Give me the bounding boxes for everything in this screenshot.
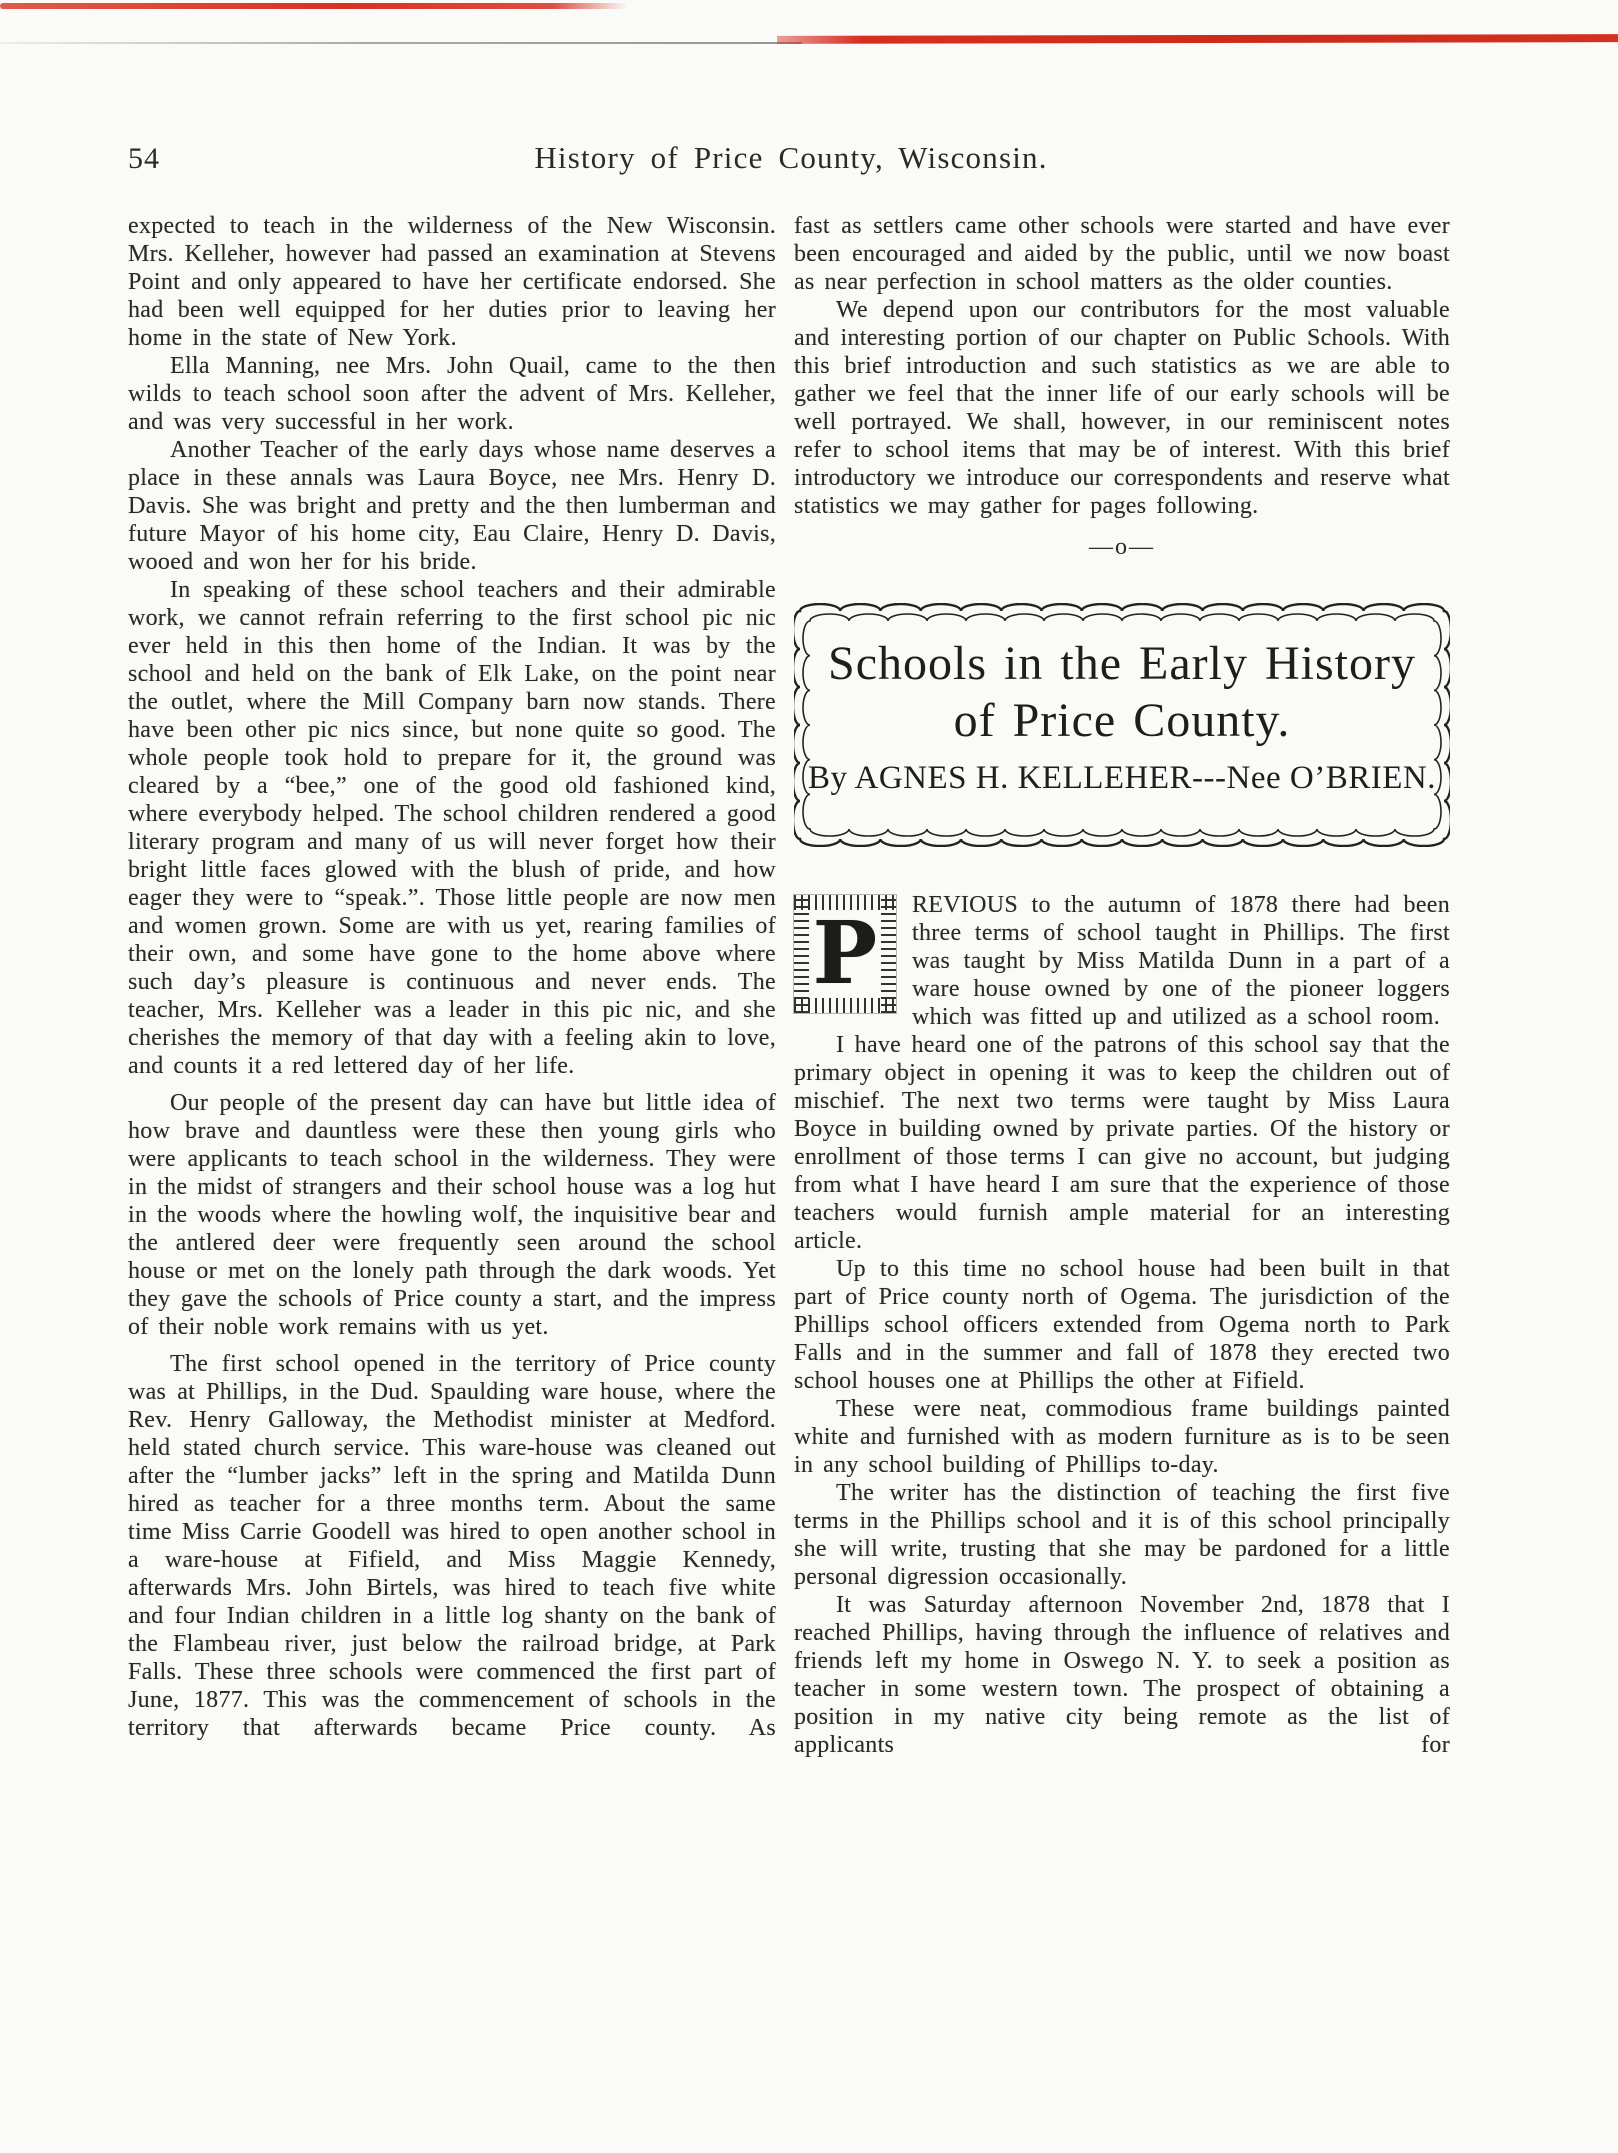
paragraph: Our people of the present day can have but little idea of how brave and dauntless were these then young girls who were applicants to teach school in the wilderness. They were in the midst of strangers and their school house was a log hut in the woods where the howling wolf, the inquisitive bear and the antlered deer were frequently seen around the school house or met on the lonely path through the dark woods. Yet they gave the schools of Price county a start, and the impress of their noble work remains with us yet.	[128, 1090, 776, 1340]
paragraph: The first school opened in the territory of Price county was at Phillips, in the Dud. Spaulding ware house, where the Rev. Henry Galloway, the Methodist minister at Medford. held stated church service. This ware-house was cleaned out after the “lumber jacks” left in the spring and Matilda Dunn hired as teacher for a three months term. About the same time Miss Carrie Goodell was hired to open another school in a ware-house at Fifield, and Miss Maggie Kennedy, afterwards Mrs. John Birtels, was hired to teach five white and four Indian children in a little log shanty on the bank of the Flambeau river, just below the railroad bridge, at Park Falls. These three schools were commenced the first part of June, 1877. This was the commencement of schools in the territory that afterwards became Price county. As	[128, 1351, 776, 1741]
chapter-title-line2: of Price County.	[953, 694, 1291, 747]
paragraph: Another Teacher of the early days whose name deserves a place in these annals was Laura Boyce, nee Mrs. Henry D. Davis. She was bright and pretty and the then lumberman and future Mayor of his home city, Eau Claire, Henry D. Davis, wooed and won her for his bride.	[128, 437, 776, 575]
drop-cap-ornament	[794, 895, 896, 1013]
running-head-title: History of Price County, Wisconsin.	[534, 140, 1048, 175]
section-divider: —o—	[1089, 534, 1155, 560]
paragraph: Up to this time no school house had been built in that part of Price county north of Ogema. The jurisdiction of the Phillips school officers extended from Ogema north to Park Falls and in the summer and fall of 1878 they erected two school houses one at Phillips the other at Fifield.	[794, 1256, 1450, 1394]
paragraph: We depend upon our contributors for the most valuable and interesting portion of our chapter on Public Schools. With this brief introduction and such statistics as we are able to gather we feel that the inner life of our early schools will be well portrayed. We shall, however, in our reminiscent notes refer to school items that may be of interest. With this brief introductory we introduce our correspondents and reserve what statistics we may gather for pages following.	[794, 297, 1450, 519]
paragraph: In speaking of these school teachers and their admirable work, we cannot refrain referring to the first school pic nic ever held in this then home of the Indian. It was by the school and held on the bank of Elk Lake, on the point near the outlet, where the Mill Company barn now stands. There have been other pic nics since, but none quite so good. The whole people took hold to prepare for it, the ground was cleared by a “bee,” one of the good old fashioned kind, where everybody helped. The school children rendered a good literary program and many of us will never forget how their bright little faces glowed with the blush of pride, and how eager they were to “speak.”. Those little people are now men and women grown. Some are with us yet, rearing families of their own, and some have gone to the home above where such day’s pleasure is continuous and never ends. The teacher, Mrs. Kelleher was a leader in this pic nic, and she cherishes the memory of that day with a feeling akin to love, and counts it a red lettered day of her life.	[128, 577, 776, 1079]
right-column	[794, 212, 1450, 1759]
paragraph-text: REVIOUS to the autumn of 1878 there had been three terms of school taught in Phillips. The first was taught by Miss Matilda Dunn in a part of a ware house owned by one of the pioneer loggers which was fitted up and utilized as a school room.	[912, 892, 1450, 1030]
paragraph: These were neat, commodious frame buildings painted white and furnished with as modern furniture as is to be seen in any school building of Phillips to-day.	[794, 1396, 1450, 1478]
page-number: 54	[128, 142, 160, 175]
paragraph: The writer has the distinction of teaching the first five terms in the Phillips school and it is of this school principally she will write, trusting that she may be pardoned for a little personal digression occasionally.	[794, 1480, 1450, 1590]
chapter-title-text	[794, 603, 1450, 847]
paragraph: expected to teach in the wilderness of the New Wisconsin. Mrs. Kelleher, however had passed an examination at Stevens Point and only appeared to have her certificate endorsed. She had been well equipped for her duties prior to leaving her home in the state of New York.	[128, 213, 776, 351]
paragraph: Ella Manning, nee Mrs. John Quail, came to the then wilds to teach school soon after the advent of Mrs. Kelleher, and was very successful in her work.	[128, 353, 776, 435]
paragraph: It was Saturday afternoon November 2nd, 1878 that I reached Phillips, having through the influence of relatives and friends left my home in Oswego N. Y. to seek a position as teacher in some western town. The prospect of obtaining a position in my native city being remote as the list of applicants for	[794, 1592, 1450, 1758]
scan-red-stripe-top-left	[0, 3, 628, 9]
chapter-title-line1: Schools in the Early History	[828, 637, 1416, 690]
left-column	[128, 212, 776, 1742]
paragraph: fast as settlers came other schools were started and have ever been encouraged and aided by the public, until we now boast as near perfection in school matters as the older counties.	[794, 213, 1450, 295]
scan-red-stripe-top-right	[777, 34, 1618, 44]
drop-cap-letter: P	[812, 903, 878, 1004]
paragraph: I have heard one of the patrons of this school say that the primary object in opening it was to keep the children out of mischief. The next two terms were taught by Miss Laura Boyce in building owned by private parties. Of the history or enrollment of those terms I can give no account, but judging from what I have heard I am sure that the experience of those teachers would furnish ample material for an interesting article.	[794, 1032, 1450, 1254]
chapter-title-box	[794, 603, 1450, 847]
drop-cap-paragraph	[794, 891, 1450, 1031]
scan-hairline	[0, 42, 802, 44]
chapter-byline: By AGNES H. KELLEHER---Nee O’BRIEN.	[808, 760, 1436, 796]
